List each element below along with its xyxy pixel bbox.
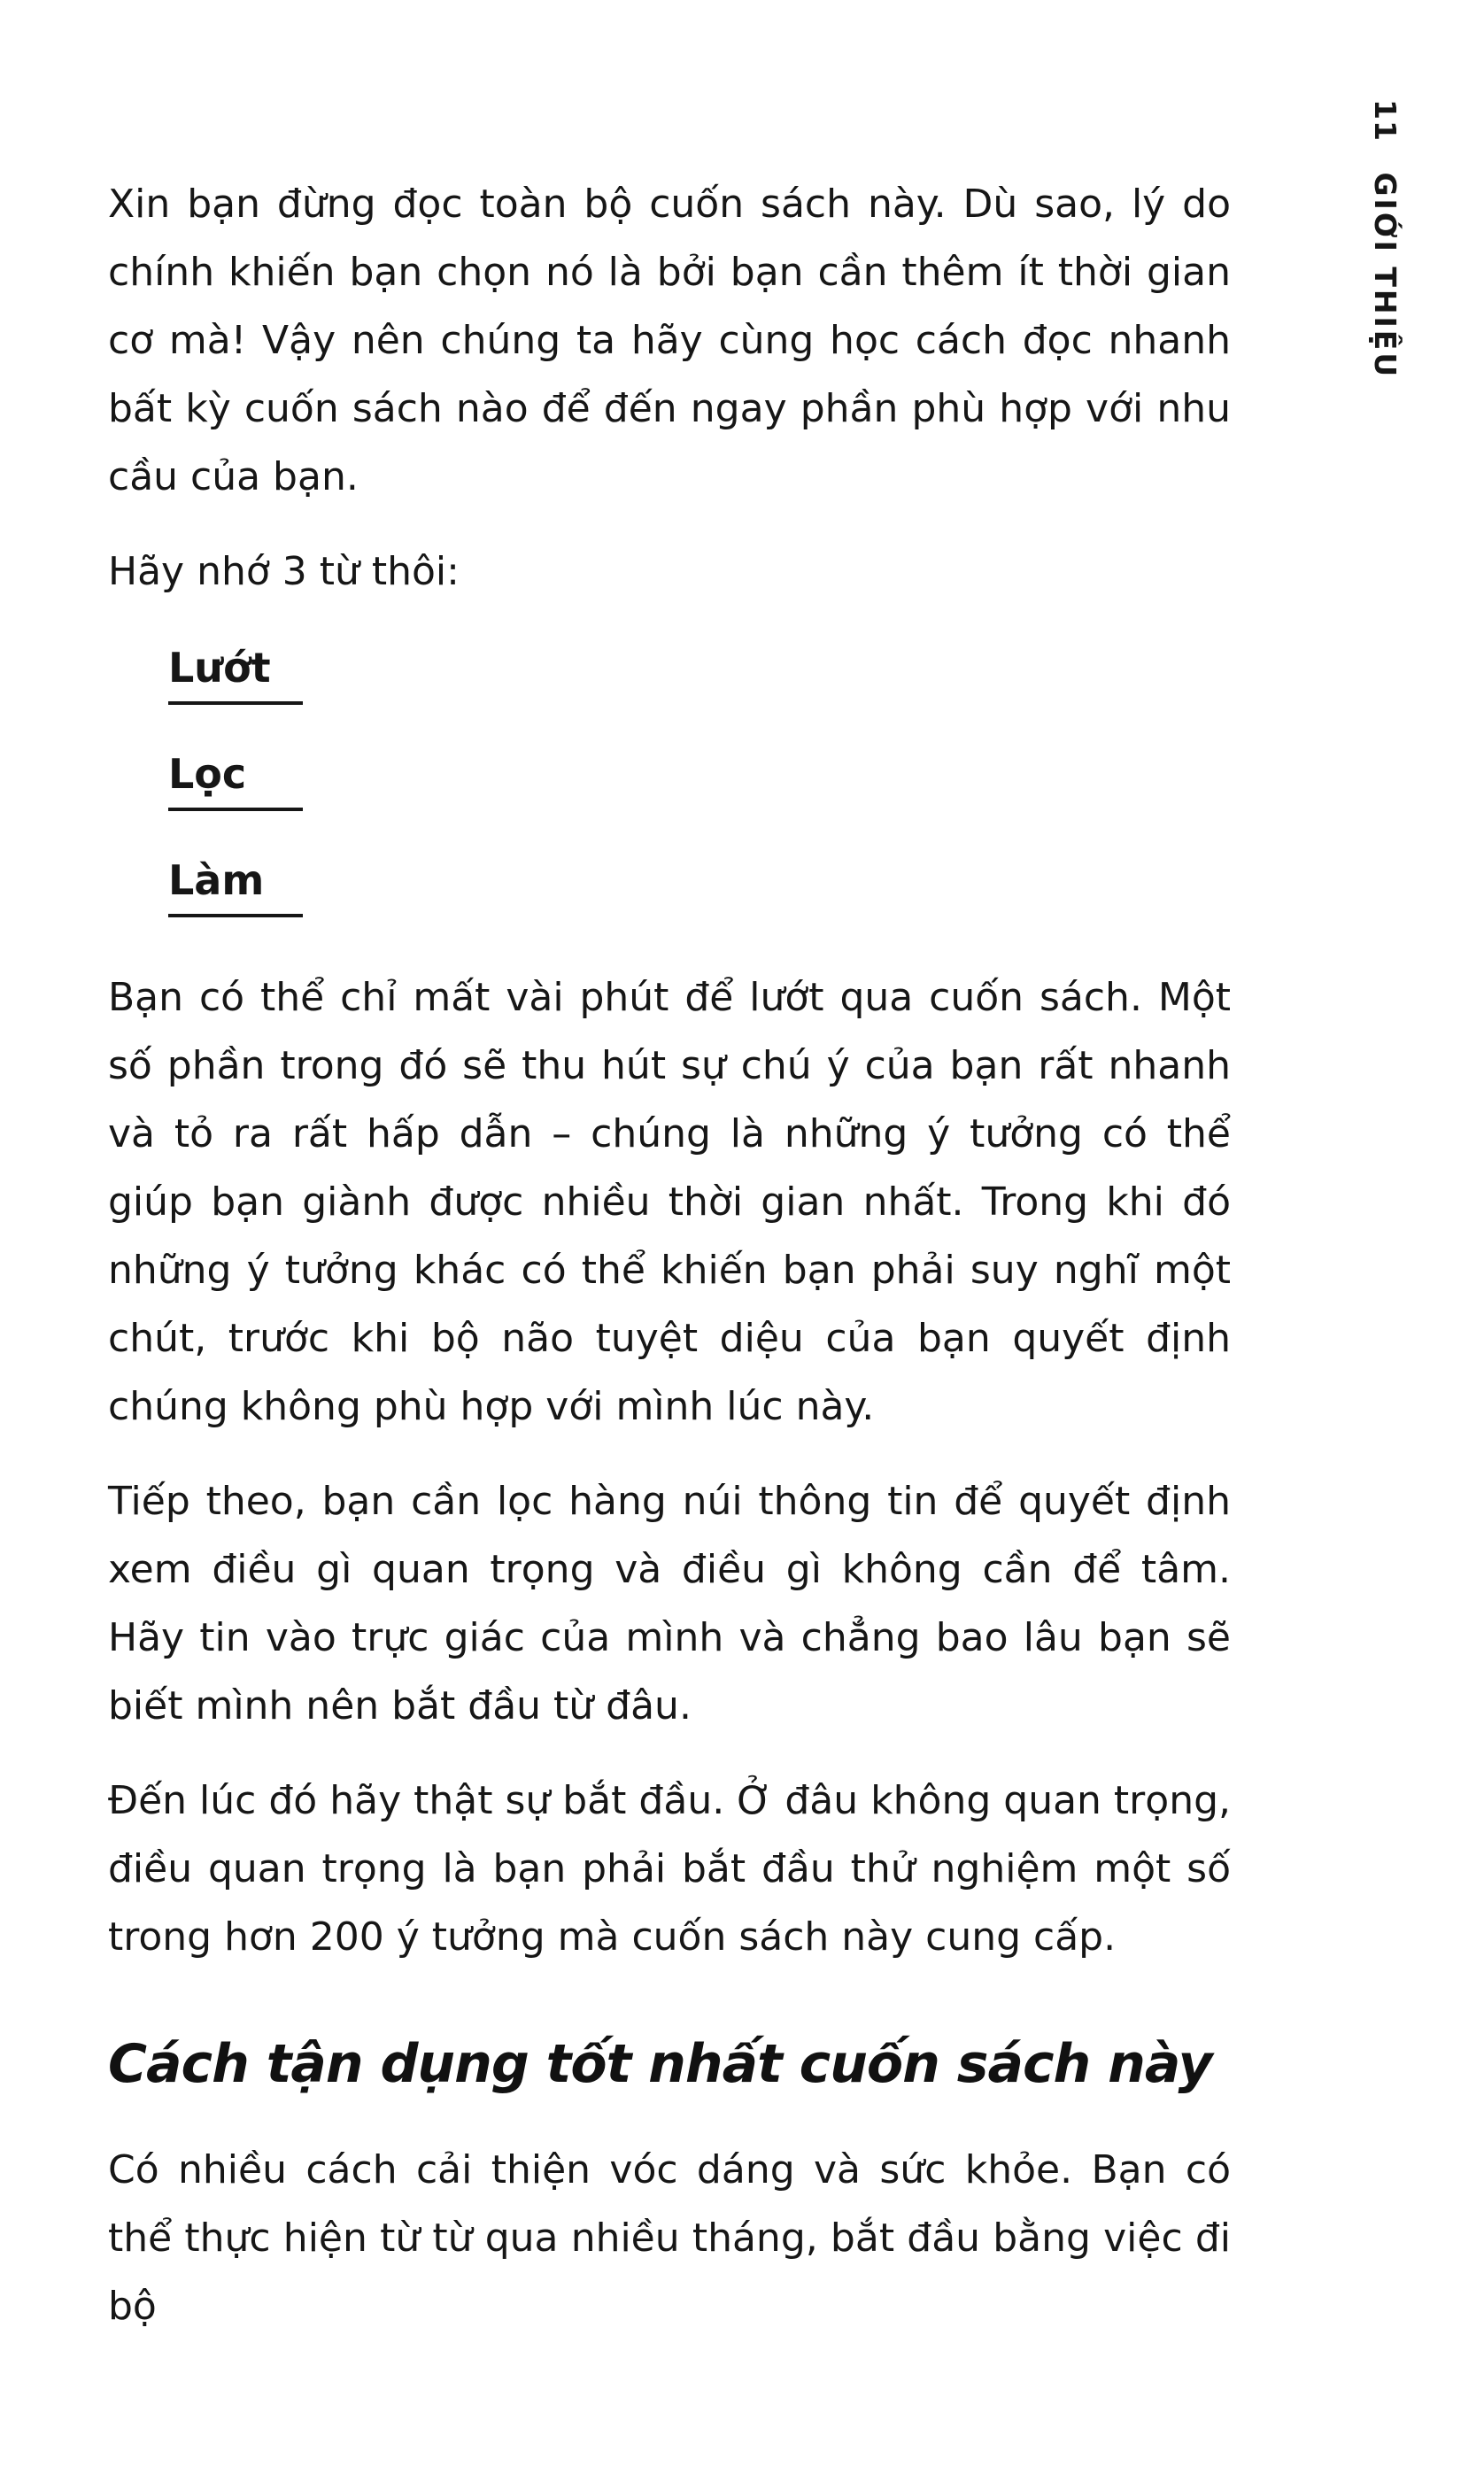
list-item: [168, 751, 1231, 811]
paragraph-do: Đến lúc đó hãy thật sự bắt đầu. Ở đâu không quan trọng, điều quan trọng là bạn phải bắt đầu thử nghiệm một số trong hơn 200 ý tưởng mà cuốn sách này cung cấp.: [108, 1778, 1231, 1960]
running-head-vertical: [1368, 99, 1403, 379]
list-item: [168, 645, 1231, 705]
section-heading: Cách tận dụng tốt nhất cuốn sách này: [108, 2033, 1212, 2095]
list-word-skim: Lướt: [168, 645, 303, 705]
paragraph-skim: Bạn có thể chỉ mất vài phút để lướt qua cuốn sách. Một số phần trong đó sẽ thu hút sự chú ý của bạn rất nhanh và tỏ ra rất hấp dẫn – chúng là những ý tưởng có thể giúp bạn giành được nhiều thời gian nhất. Trong khi đó những ý tưởng khác có thể khiến bạn phải suy nghĩ một chút, trước khi bộ não tuyệt diệu của bạn quyết định chúng không phù hợp với mình lúc này.: [108, 975, 1231, 1429]
list-word-filter: Lọc: [168, 751, 303, 811]
paragraph-lead-in: Hãy nhớ 3 từ thôi:: [108, 549, 460, 594]
list-word-do: Làm: [168, 857, 303, 917]
page-content: [108, 170, 1231, 2367]
paragraph-filter: Tiếp theo, bạn cần lọc hàng núi thông tin để quyết định xem điều gì quan trọng và điều gì không cần để tâm. Hãy tin vào trực giác của mình và chẳng bao lâu bạn sẽ biết mình nên bắt đầu từ đâu.: [108, 1479, 1231, 1728]
section-title: GIỚI THIỆU: [1368, 172, 1403, 380]
three-word-list: [108, 645, 1231, 917]
page-number: 11: [1368, 99, 1403, 142]
list-item: [168, 857, 1231, 917]
paragraph-intro: Xin bạn đừng đọc toàn bộ cuốn sách này. Dù sao, lý do chính khiến bạn chọn nó là bởi bạn cần thêm ít thời gian cơ mà! Vậy nên chúng ta hãy cùng học cách đọc nhanh bất kỳ cuốn sách nào để đến ngay phần phù hợp với nhu cầu của bạn.: [108, 182, 1231, 499]
paragraph-usage: Có nhiều cách cải thiện vóc dáng và sức khỏe. Bạn có thể thực hiện từ từ qua nhiều tháng, bắt đầu bằng việc đi bộ: [108, 2147, 1231, 2329]
